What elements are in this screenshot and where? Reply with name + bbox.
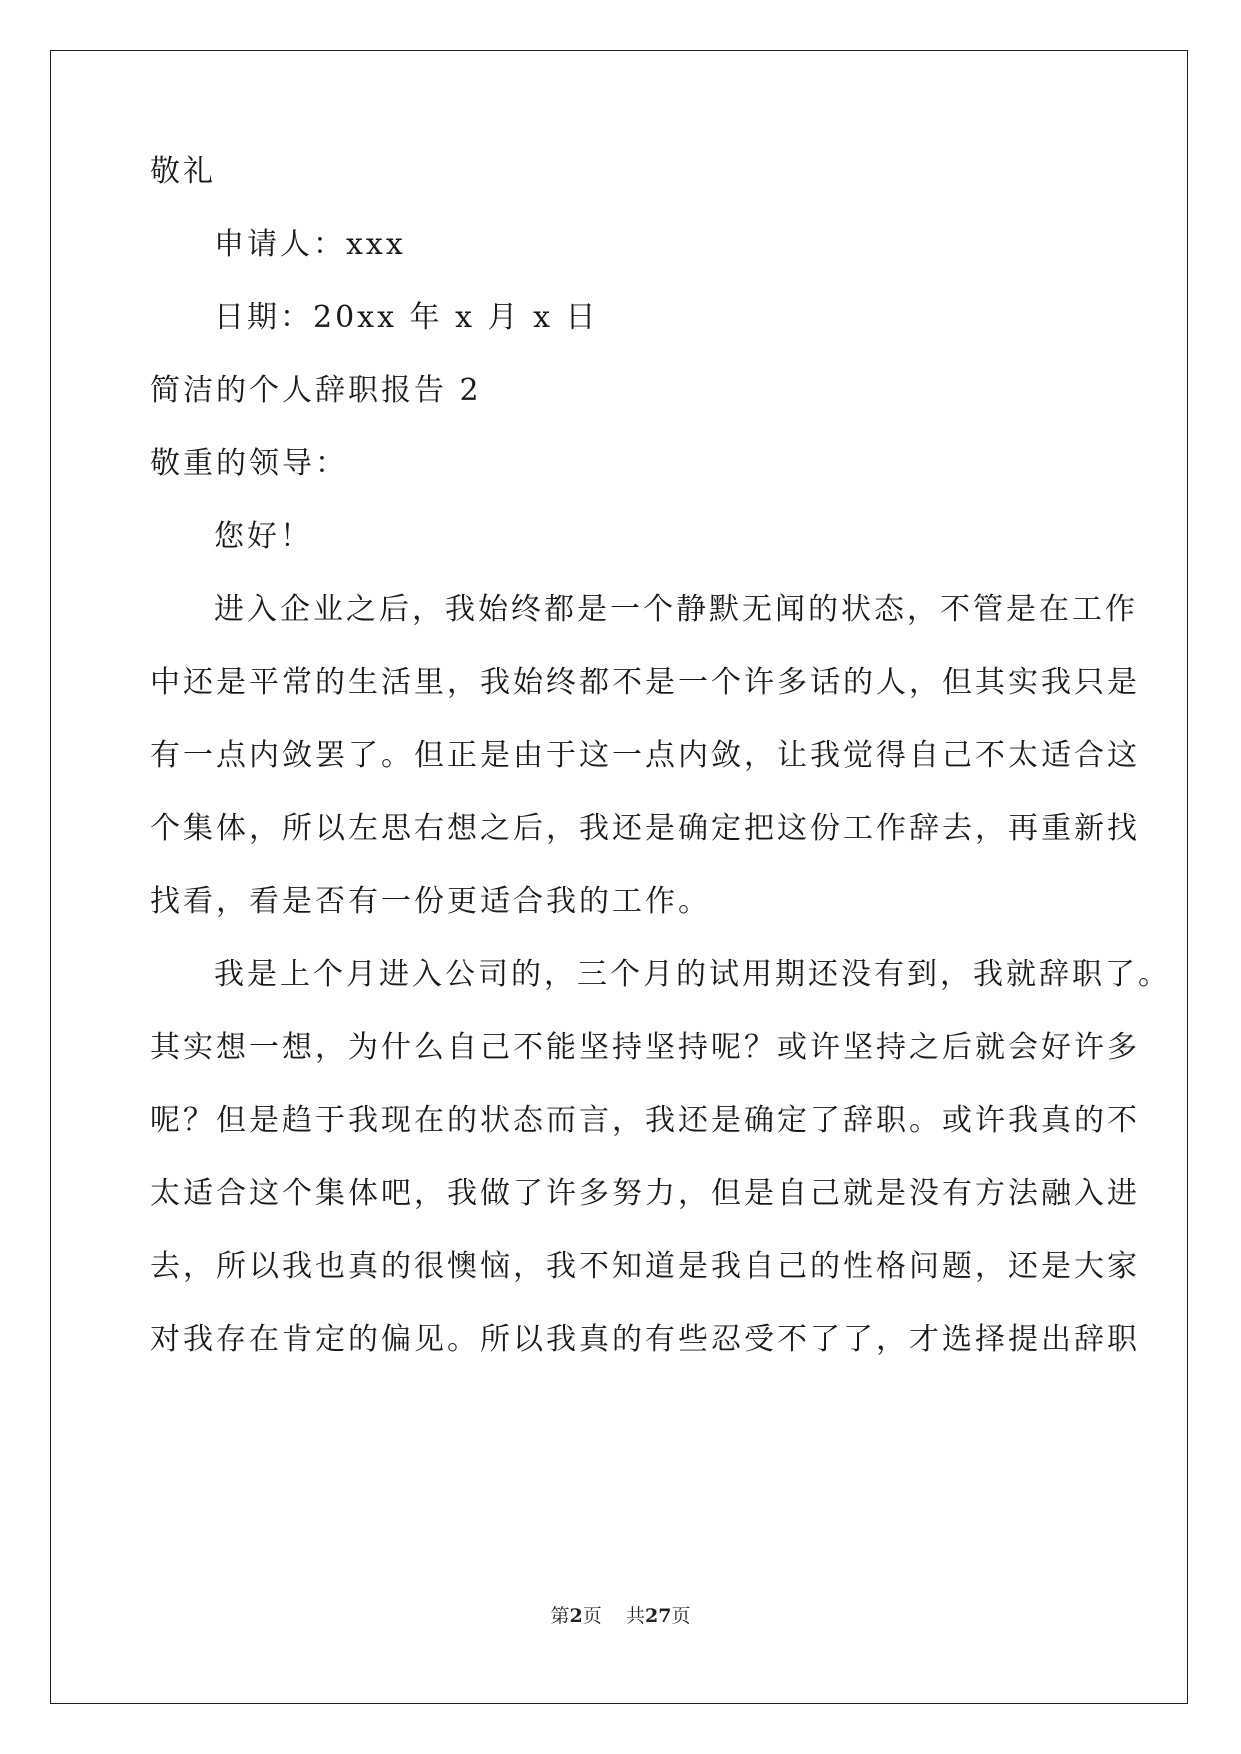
footer-total-suffix: 页 [671, 1605, 691, 1627]
paragraph-line: 太适合这个集体吧，我做了许多努力，但是自己就是没有方法融入进 [150, 1176, 1140, 1211]
date-line: 日期：20xx 年 x 月 x 日 [214, 300, 599, 335]
greeting: 您好！ [214, 519, 313, 554]
total-page-count: 27 [644, 1605, 672, 1627]
footer-total-prefix: 共 [625, 1605, 645, 1627]
section-title: 简洁的个人辞职报告 2 [150, 373, 482, 408]
paragraph-line: 有一点内敛罢了。但正是由于这一点内敛，让我觉得自己不太适合这 [150, 738, 1140, 773]
paragraph-line: 我是上个月进入公司的，三个月的试用期还没有到，我就辞职了。 [214, 957, 1171, 992]
current-page-number: 2 [569, 1605, 583, 1627]
page-footer [0, 1604, 1241, 1628]
paragraph-line: 去，所以我也真的很懊恼，我不知道是我自己的性格问题，还是大家 [150, 1249, 1140, 1284]
paragraph-line: 进入企业之后，我始终都是一个静默无闻的状态，不管是在工作 [214, 592, 1138, 627]
applicant-line: 申请人：xxx [214, 227, 406, 262]
paragraph-line: 个集体，所以左思右想之后，我还是确定把这份工作辞去，再重新找 [150, 811, 1140, 846]
paragraph-line: 呢？但是趋于我现在的状态而言，我还是确定了辞职。或许我真的不 [150, 1103, 1140, 1138]
footer-page-suffix: 页 [582, 1605, 602, 1627]
paragraph-line: 中还是平常的生活里，我始终都不是一个许多话的人，但其实我只是 [150, 665, 1140, 700]
paragraph-line: 其实想一想，为什么自己不能坚持坚持呢？或许坚持之后就会好许多 [150, 1030, 1140, 1065]
salutation: 敬重的领导： [150, 446, 348, 481]
closing-salutation: 敬礼 [150, 154, 216, 189]
paragraph-line: 找看，看是否有一份更适合我的工作。 [150, 884, 711, 919]
footer-prefix: 第 [550, 1605, 570, 1627]
paragraph-line: 对我存在肯定的偏见。所以我真的有些忍受不了了，才选择提出辞职 [150, 1322, 1140, 1357]
